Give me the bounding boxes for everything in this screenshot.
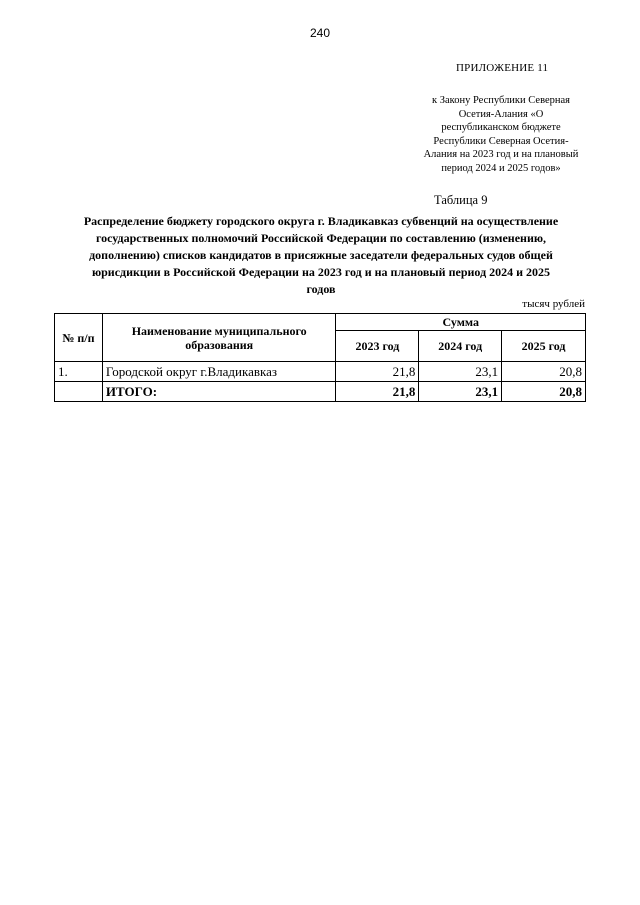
- total-value-2023: 21,8: [336, 382, 419, 402]
- total-index: [55, 382, 103, 402]
- heading-line: дополнению) списков кандидатов в присяжные заседатели федеральных судов общей: [89, 248, 553, 262]
- row-municipality: Городской округ г.Владикавказ: [102, 362, 336, 382]
- table-number: Таблица 9: [434, 193, 488, 207]
- heading-line: Распределение бюджету городского округа г. Владикавказ субвенций на осуществление: [83, 214, 559, 228]
- row-index: 1.: [55, 362, 103, 382]
- appendix-reference-line: Осетия-Алания «О: [458, 108, 544, 120]
- header-number: № п/п: [55, 314, 103, 362]
- total-value-2025: 20,8: [502, 382, 586, 402]
- appendix-reference-line: республиканском бюджете: [441, 122, 561, 134]
- appendix-reference-line: Алания на 2023 год и на плановый: [423, 149, 579, 161]
- row-value-2025: 20,8: [502, 362, 586, 382]
- header-year-2023: 2023 год: [336, 331, 419, 362]
- header-year-2025: 2025 год: [502, 331, 586, 362]
- total-row: [55, 382, 586, 402]
- page-number: 240: [309, 26, 331, 40]
- header-municipality: Наименование муниципального образования: [102, 314, 336, 362]
- header-year-2024: 2024 год: [419, 331, 502, 362]
- document-heading: [55, 213, 587, 298]
- appendix-reference-line: Республики Северная Осетия-: [433, 135, 569, 147]
- budget-table: [54, 313, 586, 402]
- heading-line: юрисдикции в Российской Федерации на 2023 год и на плановый период 2024 и 2025: [91, 265, 551, 279]
- appendix-reference-line: период 2024 и 2025 годов»: [441, 162, 561, 174]
- table-row: [55, 362, 586, 382]
- units-label: тысяч рублей: [522, 298, 585, 310]
- appendix-reference: [410, 94, 592, 176]
- total-value-2024: 23,1: [419, 382, 502, 402]
- row-value-2023: 21,8: [336, 362, 419, 382]
- appendix-reference-line: к Закону Республики Северная: [432, 95, 570, 106]
- heading-line: годов: [306, 282, 336, 296]
- header-sum: Сумма: [336, 314, 586, 331]
- row-value-2024: 23,1: [419, 362, 502, 382]
- total-label: ИТОГО:: [102, 382, 336, 402]
- appendix-title: ПРИЛОЖЕНИЕ 11: [456, 62, 549, 74]
- heading-line: государственных полномочий Российской Федерации по составлению (изменению,: [95, 231, 547, 245]
